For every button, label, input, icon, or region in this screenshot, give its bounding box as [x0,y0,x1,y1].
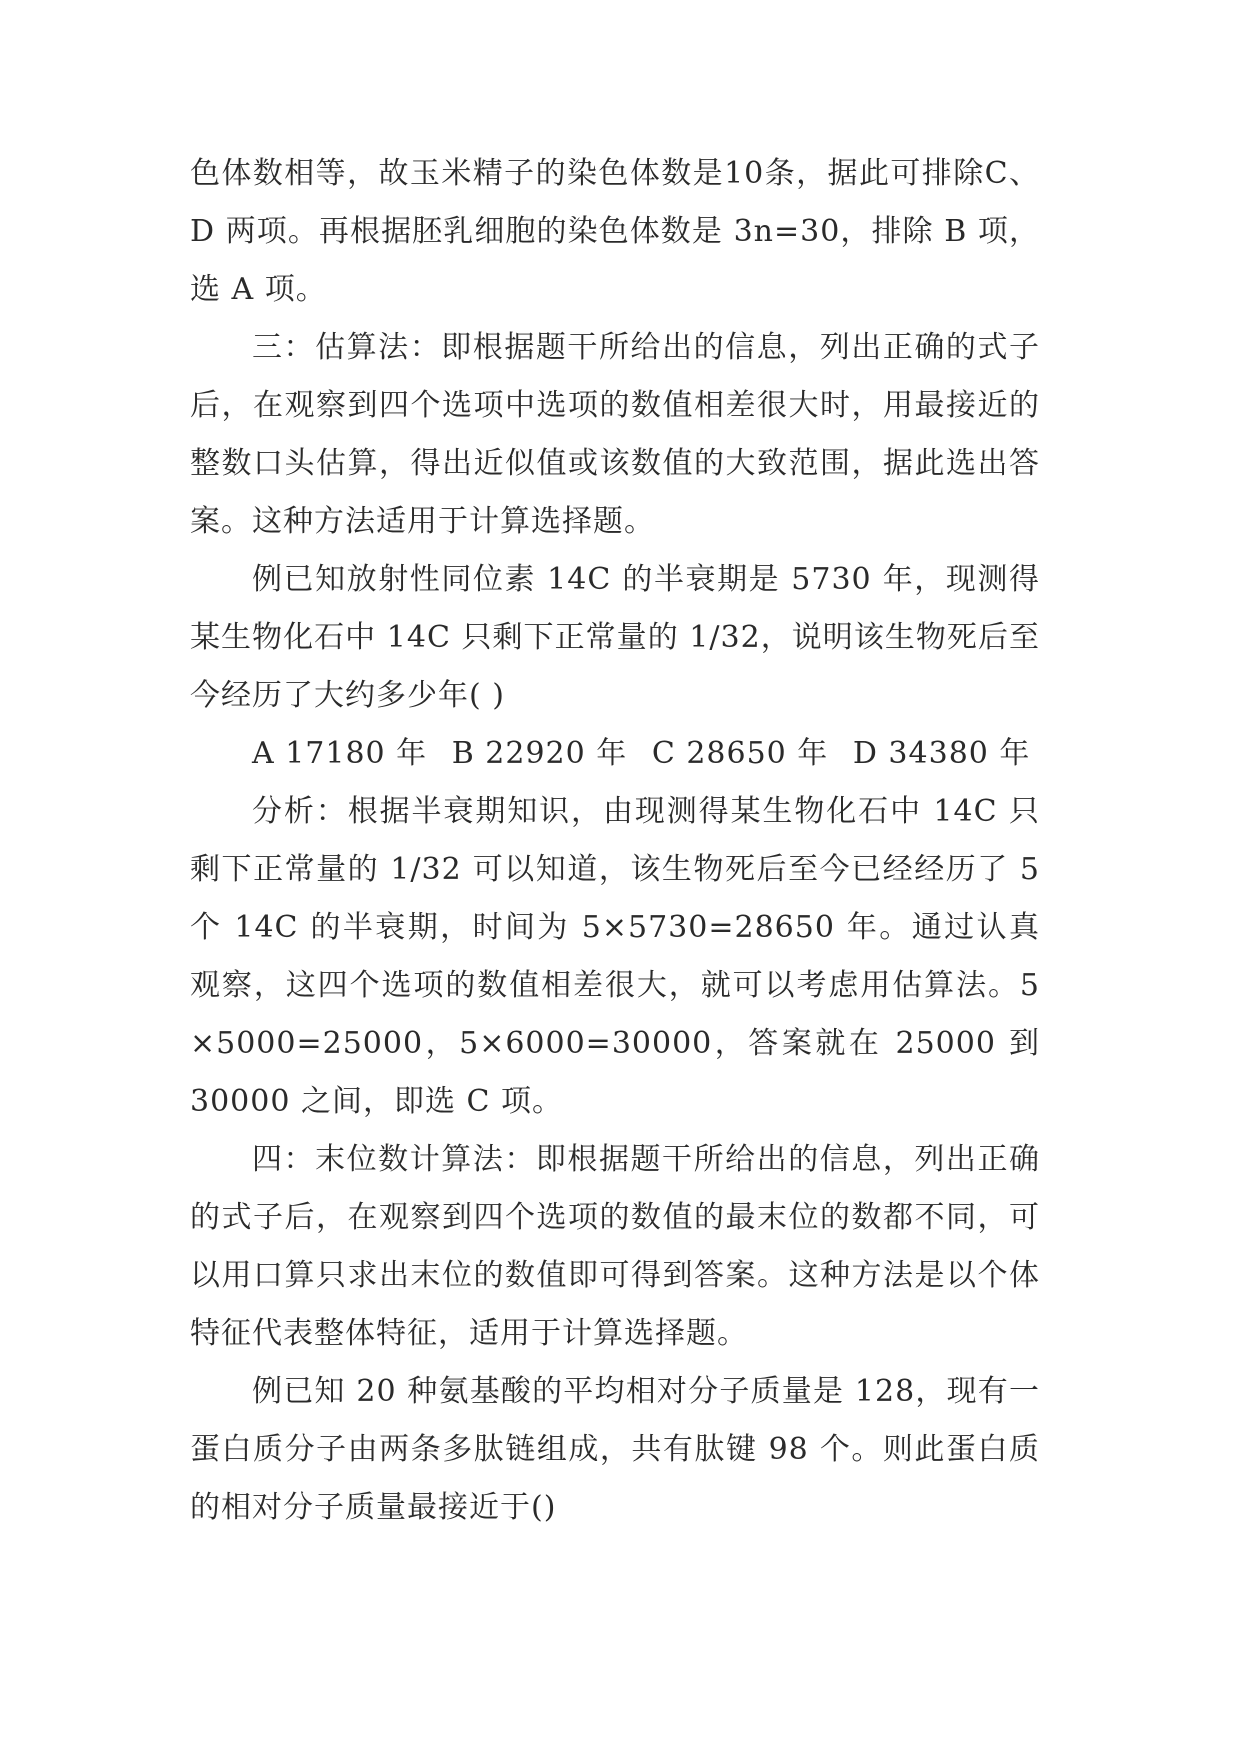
paragraph-estimation-method: 三：估算法：即根据题干所给出的信息，列出正确的式子后，在观察到四个选项中选项的数值相差很大时，用最接近的整数口头估算，得出近似值或该数值的大致范围，据此选出答案。这种方法适用于计算选择题。 [190,330,1040,539]
paragraph-chromosome-conclusion: 色体数相等，故玉米精子的染色体数是10条，据此可排除C、D 两项。再根据胚乳细胞的染色体数是 3n=30，排除 B 项，选 A 项。 [190,156,1040,307]
option-c: C 28650 年 [651,736,829,771]
paragraph-protein-question: 例已知 20 种氨基酸的平均相对分子质量是 128，现有一蛋白质分子由两条多肽链组成，共有肽键 98 个。则此蛋白质的相对分子质量最接近于() [190,1374,1040,1525]
option-a: A 17180 年 [252,736,428,771]
option-b: B 22920 年 [451,736,628,771]
paragraph-half-life-analysis: 分析：根据半衰期知识，由现测得某生物化石中 14C 只剩下正常量的 1/32 可以知道，该生物死后至今已经经历了 5 个 14C 的半衰期，时间为 5×5730=28650 年。通过认真观察，这四个选项的数值相差很大，就可以考虑用估算法。5×5000=25000，5×6000=30000，答案就在 25000 到 30000 之间，即选 C 项。 [190,794,1040,1119]
option-d: D 34380 年 [852,736,1031,771]
paragraph-half-life-question: 例已知放射性同位素 14C 的半衰期是 5730 年，现测得某生物化石中 14C 只剩下正常量的 1/32，说明该生物死后至今经历了大约多少年( ) [190,562,1040,713]
answer-options [190,725,1040,783]
document-body [190,145,1040,1537]
paragraph-last-digit-method: 四：末位数计算法：即根据题干所给出的信息，列出正确的式子后，在观察到四个选项的数值的最末位的数都不同，可以用口算只求出末位的数值即可得到答案。这种方法是以个体特征代表整体特征，适用于计算选择题。 [190,1142,1040,1351]
